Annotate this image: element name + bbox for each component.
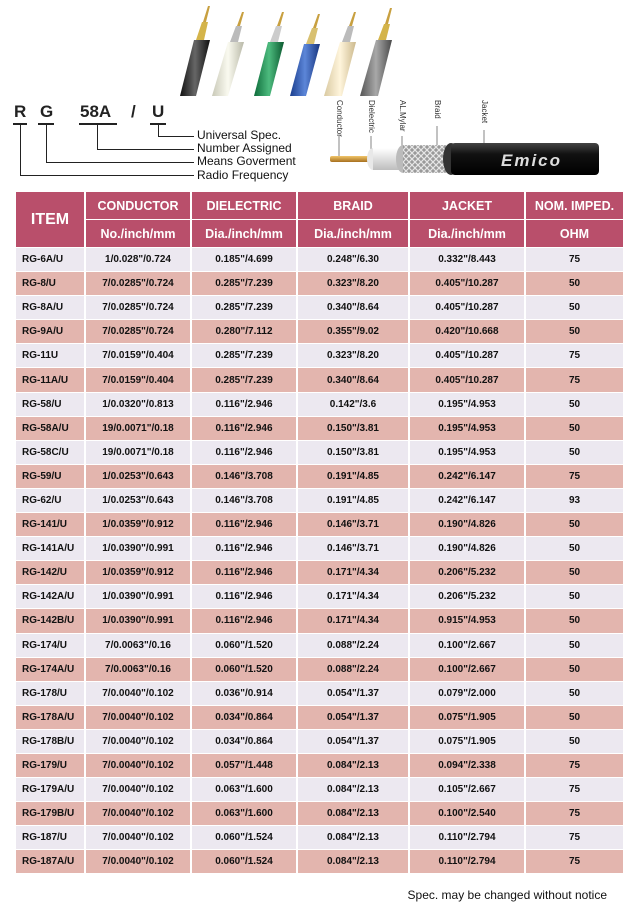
- cell-braid: 0.146"/3.71: [298, 513, 408, 536]
- cell-braid: 0.171"/4.34: [298, 561, 408, 584]
- cell-impedance: 75: [526, 344, 623, 367]
- cell-dielectric: 0.060"/1.524: [192, 850, 296, 873]
- cell-impedance: 50: [526, 441, 623, 464]
- table-row: [16, 754, 623, 777]
- table-row: [16, 802, 623, 825]
- cell-impedance: 75: [526, 802, 623, 825]
- connector-line: [20, 125, 21, 176]
- cell-conductor: 1/0.028"/0.724: [86, 248, 190, 271]
- cell-item: RG-62/U: [16, 489, 84, 512]
- code-letter-u: U: [152, 102, 165, 121]
- cell-braid: 0.084"/2.13: [298, 754, 408, 777]
- cell-impedance: 50: [526, 320, 623, 343]
- cell-conductor: 7/0.0040"/0.102: [86, 754, 190, 777]
- table-row: [16, 248, 623, 271]
- cell-braid: 0.191"/4.85: [298, 465, 408, 488]
- connector-line: [158, 136, 194, 137]
- cell-jacket: 0.100"/2.667: [410, 658, 524, 681]
- cable-blue-icon: [290, 14, 320, 96]
- cell-item: RG-8/U: [16, 272, 84, 295]
- cell-dielectric: 0.116"/2.946: [192, 537, 296, 560]
- subheader-dielectric: Dia./inch/mm: [192, 220, 296, 247]
- cell-conductor: 19/0.0071"/0.18: [86, 417, 190, 440]
- cell-jacket: 0.105"/2.667: [410, 778, 524, 801]
- cell-dielectric: 0.185"/4.699: [192, 248, 296, 271]
- table-row: [16, 826, 623, 849]
- cell-dielectric: 0.116"/2.946: [192, 417, 296, 440]
- cell-item: RG-178B/U: [16, 730, 84, 753]
- cell-conductor: 7/0.0159"/0.404: [86, 344, 190, 367]
- cell-dielectric: 0.285"/7.239: [192, 344, 296, 367]
- cell-conductor: 7/0.0040"/0.102: [86, 802, 190, 825]
- cell-dielectric: 0.116"/2.946: [192, 585, 296, 608]
- cell-braid: 0.171"/4.34: [298, 585, 408, 608]
- cell-dielectric: 0.146"/3.708: [192, 465, 296, 488]
- cell-impedance: 50: [526, 393, 623, 416]
- cell-item: RG-58A/U: [16, 417, 84, 440]
- cell-dielectric: 0.116"/2.946: [192, 561, 296, 584]
- cable-diagram: [325, 96, 605, 192]
- cell-jacket: 0.195"/4.953: [410, 417, 524, 440]
- cell-jacket: 0.405"/10.287: [410, 272, 524, 295]
- cable-cream-icon: [324, 12, 356, 96]
- cell-braid: 0.248"/6.30: [298, 248, 408, 271]
- cell-impedance: 50: [526, 585, 623, 608]
- diagram-label-jacket: Jacket: [480, 100, 489, 124]
- cell-braid: 0.150"/3.81: [298, 441, 408, 464]
- legend-means-government: Means Goverment: [197, 154, 296, 168]
- cell-item: RG-142A/U: [16, 585, 84, 608]
- cell-braid: 0.191"/4.85: [298, 489, 408, 512]
- table-row: [16, 368, 623, 391]
- table-row: [16, 585, 623, 608]
- table-row: [16, 513, 623, 536]
- table-subheader-row: [16, 220, 623, 247]
- cell-braid: 0.084"/2.13: [298, 802, 408, 825]
- cell-conductor: 1/0.0253"/0.643: [86, 465, 190, 488]
- cell-dielectric: 0.116"/2.946: [192, 441, 296, 464]
- cell-impedance: 50: [526, 417, 623, 440]
- cell-braid: 0.084"/2.13: [298, 850, 408, 873]
- subheader-impedance: OHM: [526, 220, 623, 247]
- cell-dielectric: 0.063"/1.600: [192, 778, 296, 801]
- table-row: [16, 296, 623, 319]
- cell-jacket: 0.110"/2.794: [410, 826, 524, 849]
- table-row: [16, 682, 623, 705]
- diagram-label-al-mylar: AL.Mylar: [398, 100, 407, 132]
- cell-braid: 0.054"/1.37: [298, 706, 408, 729]
- cell-impedance: 75: [526, 850, 623, 873]
- cell-dielectric: 0.036"/0.914: [192, 682, 296, 705]
- cell-dielectric: 0.034"/0.864: [192, 730, 296, 753]
- cell-impedance: 50: [526, 682, 623, 705]
- header-item: ITEM: [16, 192, 84, 247]
- table-row: [16, 465, 623, 488]
- header-braid: BRAID: [298, 192, 408, 219]
- cell-jacket: 0.206"/5.232: [410, 585, 524, 608]
- cell-jacket: 0.420"/10.668: [410, 320, 524, 343]
- cell-impedance: 50: [526, 296, 623, 319]
- cell-conductor: 1/0.0390"/0.991: [86, 609, 190, 632]
- connector-line: [46, 125, 47, 163]
- cell-item: RG-142B/U: [16, 609, 84, 632]
- cell-conductor: 7/0.0040"/0.102: [86, 682, 190, 705]
- cell-impedance: 50: [526, 561, 623, 584]
- cell-jacket: 0.094"/2.338: [410, 754, 524, 777]
- table-row: [16, 344, 623, 367]
- cell-jacket: 0.079"/2.000: [410, 682, 524, 705]
- diagram-label-conductor: Conductor: [335, 100, 344, 137]
- cell-dielectric: 0.060"/1.524: [192, 826, 296, 849]
- table-row: [16, 393, 623, 416]
- cell-braid: 0.088"/2.24: [298, 658, 408, 681]
- cell-braid: 0.150"/3.81: [298, 417, 408, 440]
- table-row: [16, 272, 623, 295]
- table-row: [16, 537, 623, 560]
- cell-item: RG-59/U: [16, 465, 84, 488]
- cell-impedance: 75: [526, 465, 623, 488]
- cell-conductor: 1/0.0390"/0.991: [86, 585, 190, 608]
- subheader-jacket: Dia./inch/mm: [410, 220, 524, 247]
- cell-conductor: 7/0.0040"/0.102: [86, 826, 190, 849]
- cell-item: RG-174/U: [16, 634, 84, 657]
- cell-item: RG-9A/U: [16, 320, 84, 343]
- connector-line: [46, 162, 194, 163]
- cell-dielectric: 0.057"/1.448: [192, 754, 296, 777]
- cell-item: RG-141/U: [16, 513, 84, 536]
- cell-braid: 0.146"/3.71: [298, 537, 408, 560]
- cell-jacket: 0.405"/10.287: [410, 296, 524, 319]
- cell-dielectric: 0.116"/2.946: [192, 393, 296, 416]
- cell-braid: 0.084"/2.13: [298, 778, 408, 801]
- cell-impedance: 50: [526, 537, 623, 560]
- cell-braid: 0.355"/9.02: [298, 320, 408, 343]
- legend-universal-spec: Universal Spec.: [197, 128, 282, 142]
- cell-dielectric: 0.280"/7.112: [192, 320, 296, 343]
- cell-jacket: 0.110"/2.794: [410, 850, 524, 873]
- cell-item: RG-174A/U: [16, 658, 84, 681]
- code-number: 58A: [80, 102, 112, 121]
- table-row: [16, 634, 623, 657]
- cell-jacket: 0.405"/10.287: [410, 344, 524, 367]
- cell-item: RG-179A/U: [16, 778, 84, 801]
- cell-braid: 0.340"/8.64: [298, 296, 408, 319]
- code-letter-g: G: [40, 102, 54, 121]
- cable-gray-icon: [360, 8, 392, 96]
- cell-item: RG-178A/U: [16, 706, 84, 729]
- cell-conductor: 7/0.0063"/0.16: [86, 658, 190, 681]
- table-row: [16, 609, 623, 632]
- cable-green-icon: [254, 12, 284, 96]
- cell-jacket: 0.915"/4.953: [410, 609, 524, 632]
- cell-jacket: 0.190"/4.826: [410, 513, 524, 536]
- cell-impedance: 50: [526, 730, 623, 753]
- code-letter-r: R: [14, 102, 27, 121]
- cell-item: RG-187A/U: [16, 850, 84, 873]
- cell-jacket: 0.206"/5.232: [410, 561, 524, 584]
- table-row: [16, 489, 623, 512]
- cell-impedance: 50: [526, 272, 623, 295]
- diagram-label-braid: Braid: [433, 100, 442, 119]
- legend-radio-frequency: Radio Frequency: [197, 168, 289, 182]
- cell-dielectric: 0.060"/1.520: [192, 634, 296, 657]
- connector-line: [20, 175, 194, 176]
- cell-conductor: 7/0.0285"/0.724: [86, 320, 190, 343]
- cell-conductor: 1/0.0359"/0.912: [86, 513, 190, 536]
- header-jacket: JACKET: [410, 192, 524, 219]
- cable-samples-image: [150, 0, 450, 96]
- cell-braid: 0.054"/1.37: [298, 730, 408, 753]
- cell-conductor: 19/0.0071"/0.18: [86, 441, 190, 464]
- cell-conductor: 1/0.0320"/0.813: [86, 393, 190, 416]
- cell-dielectric: 0.146"/3.708: [192, 489, 296, 512]
- cell-item: RG-178/U: [16, 682, 84, 705]
- cell-item: RG-179/U: [16, 754, 84, 777]
- table-row: [16, 658, 623, 681]
- cell-conductor: 7/0.0040"/0.102: [86, 778, 190, 801]
- code-slash: /: [131, 102, 136, 121]
- cell-impedance: 50: [526, 658, 623, 681]
- cell-impedance: 50: [526, 609, 623, 632]
- cell-impedance: 75: [526, 778, 623, 801]
- cell-conductor: 7/0.0285"/0.724: [86, 272, 190, 295]
- cell-jacket: 0.100"/2.667: [410, 634, 524, 657]
- cell-conductor: 7/0.0159"/0.404: [86, 368, 190, 391]
- cell-item: RG-58C/U: [16, 441, 84, 464]
- code-underline: [79, 123, 117, 125]
- cell-item: RG-8A/U: [16, 296, 84, 319]
- cell-dielectric: 0.285"/7.239: [192, 272, 296, 295]
- cell-braid: 0.088"/2.24: [298, 634, 408, 657]
- cell-conductor: 7/0.0040"/0.102: [86, 730, 190, 753]
- cell-jacket: 0.195"/4.953: [410, 441, 524, 464]
- cell-jacket: 0.190"/4.826: [410, 537, 524, 560]
- cell-dielectric: 0.285"/7.239: [192, 296, 296, 319]
- cell-dielectric: 0.116"/2.946: [192, 513, 296, 536]
- cell-item: RG-187/U: [16, 826, 84, 849]
- connector-line: [97, 125, 98, 150]
- table-row: [16, 850, 623, 873]
- table-row: [16, 730, 623, 753]
- cell-impedance: 75: [526, 368, 623, 391]
- cell-dielectric: 0.063"/1.600: [192, 802, 296, 825]
- subheader-conductor: No./inch/mm: [86, 220, 190, 247]
- cell-item: RG-142/U: [16, 561, 84, 584]
- table-header-row: [16, 192, 623, 219]
- cell-item: RG-11A/U: [16, 368, 84, 391]
- cell-impedance: 75: [526, 754, 623, 777]
- cell-item: RG-141A/U: [16, 537, 84, 560]
- cell-item: RG-58/U: [16, 393, 84, 416]
- header-conductor: CONDUCTOR: [86, 192, 190, 219]
- cell-impedance: 50: [526, 513, 623, 536]
- cell-jacket: 0.075"/1.905: [410, 730, 524, 753]
- cell-impedance: 50: [526, 706, 623, 729]
- table-row: [16, 417, 623, 440]
- table-row: [16, 441, 623, 464]
- cell-conductor: 1/0.0390"/0.991: [86, 537, 190, 560]
- cell-jacket: 0.242"/6.147: [410, 489, 524, 512]
- table-row: [16, 706, 623, 729]
- cell-braid: 0.171"/4.34: [298, 609, 408, 632]
- legend-number-assigned: Number Assigned: [197, 141, 292, 155]
- cell-conductor: 7/0.0040"/0.102: [86, 706, 190, 729]
- coax-cable-icon: [325, 96, 605, 192]
- table-row: [16, 320, 623, 343]
- cell-conductor: 7/0.0285"/0.724: [86, 296, 190, 319]
- cell-conductor: 1/0.0359"/0.912: [86, 561, 190, 584]
- spec-notice: Spec. may be changed without notice: [407, 888, 607, 902]
- cell-braid: 0.054"/1.37: [298, 682, 408, 705]
- connector-line: [97, 149, 194, 150]
- cell-dielectric: 0.034"/0.864: [192, 706, 296, 729]
- cell-dielectric: 0.285"/7.239: [192, 368, 296, 391]
- header-dielectric: DIELECTRIC: [192, 192, 296, 219]
- cell-jacket: 0.242"/6.147: [410, 465, 524, 488]
- cell-braid: 0.323"/8.20: [298, 272, 408, 295]
- cell-impedance: 93: [526, 489, 623, 512]
- cell-dielectric: 0.060"/1.520: [192, 658, 296, 681]
- cable-white-icon: [212, 12, 244, 96]
- cable-black-icon: [180, 6, 210, 96]
- cell-braid: 0.323"/8.20: [298, 344, 408, 367]
- cell-braid: 0.084"/2.13: [298, 826, 408, 849]
- cell-impedance: 75: [526, 826, 623, 849]
- emico-logo: Emico: [501, 151, 563, 170]
- cell-impedance: 75: [526, 248, 623, 271]
- header-impedance: NOM. IMPED.: [526, 192, 623, 219]
- cell-braid: 0.142"/3.6: [298, 393, 408, 416]
- cell-item: RG-6A/U: [16, 248, 84, 271]
- diagram-label-dielectric: Dielectric: [367, 100, 376, 133]
- cell-item: RG-179B/U: [16, 802, 84, 825]
- cell-impedance: 50: [526, 634, 623, 657]
- cell-braid: 0.340"/8.64: [298, 368, 408, 391]
- table-row: [16, 561, 623, 584]
- cell-dielectric: 0.116"/2.946: [192, 609, 296, 632]
- cell-conductor: 7/0.0063"/0.16: [86, 634, 190, 657]
- cell-jacket: 0.100"/2.540: [410, 802, 524, 825]
- subheader-braid: Dia./inch/mm: [298, 220, 408, 247]
- table-row: [16, 778, 623, 801]
- cell-item: RG-11U: [16, 344, 84, 367]
- coax-spec-table: [14, 191, 625, 874]
- cell-jacket: 0.075"/1.905: [410, 706, 524, 729]
- cell-jacket: 0.405"/10.287: [410, 368, 524, 391]
- cell-jacket: 0.332"/8.443: [410, 248, 524, 271]
- cell-conductor: 1/0.0253"/0.643: [86, 489, 190, 512]
- cell-jacket: 0.195"/4.953: [410, 393, 524, 416]
- cell-conductor: 7/0.0040"/0.102: [86, 850, 190, 873]
